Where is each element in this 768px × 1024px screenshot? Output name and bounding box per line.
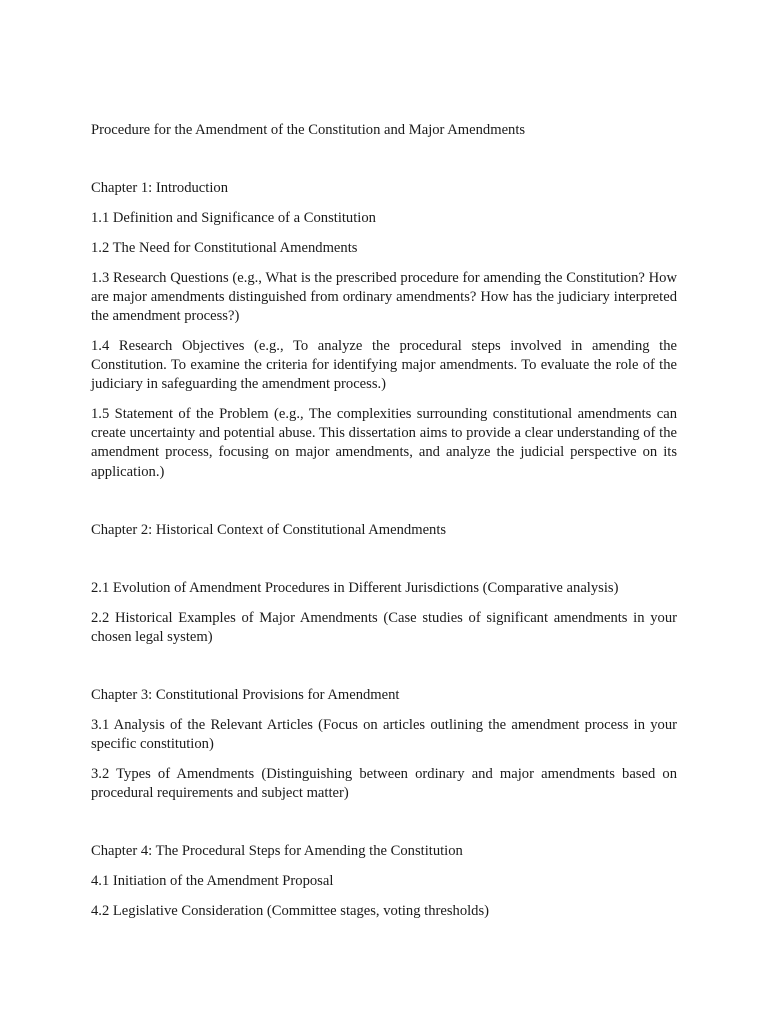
section-4-2: 4.2 Legislative Consideration (Committee stages, voting thresholds) [91,903,490,920]
section-1-3: 1.3 Research Questions (e.g., What is the prescribed procedure for amending the Constitution? How are major amendments distinguished from ordinary amendments? How has the judiciary interpreted the amendment process?) [91,269,677,324]
section-3-1: 3.1 Analysis of the Relevant Articles (Focus on articles outlining the amendment process in your specific constitution) [91,717,677,753]
chapter-3-heading: Chapter 3: Constitutional Provisions for Amendment [91,687,400,704]
document-body [91,121,677,932]
section-2-2: 2.2 Historical Examples of Major Amendments (Case studies of significant amendments in your chosen legal system) [91,609,677,646]
section-4-1: 4.1 Initiation of the Amendment Proposal [91,873,334,890]
document-title: Procedure for the Amendment of the Constitution and Major Amendments [91,122,526,138]
section-1-5: 1.5 Statement of the Problem (e.g., The complexities surrounding constitutional amendments can create uncertainty and potential abuse. This dissertation aims to provide a clear understanding of the amendment process, focusing on major amendments, and analyze the judicial perspective on its application.) [91,406,677,480]
section-1-4: 1.4 Research Objectives (e.g., To analyze the procedural steps involved in amending the Constitution. To examine the criteria for identifying major amendments. To evaluate the role of the judiciary in safeguarding the amendment process.) [91,337,677,393]
chapter-1-heading: Chapter 1: Introduction [91,180,228,197]
chapter-4-heading: Chapter 4: The Procedural Steps for Amending the Constitution [91,843,463,860]
section-1-1: 1.1 Definition and Significance of a Constitution [91,210,376,226]
section-3-2: 3.2 Types of Amendments (Distinguishing between ordinary and major amendments based on procedural requirements and subject matter) [91,766,677,802]
section-2-1: 2.1 Evolution of Amendment Procedures in Different Jurisdictions (Comparative analysis) [91,580,619,597]
chapter-2-heading: Chapter 2: Historical Context of Constitutional Amendments [91,521,447,538]
section-1-2: 1.2 The Need for Constitutional Amendments [91,239,358,256]
